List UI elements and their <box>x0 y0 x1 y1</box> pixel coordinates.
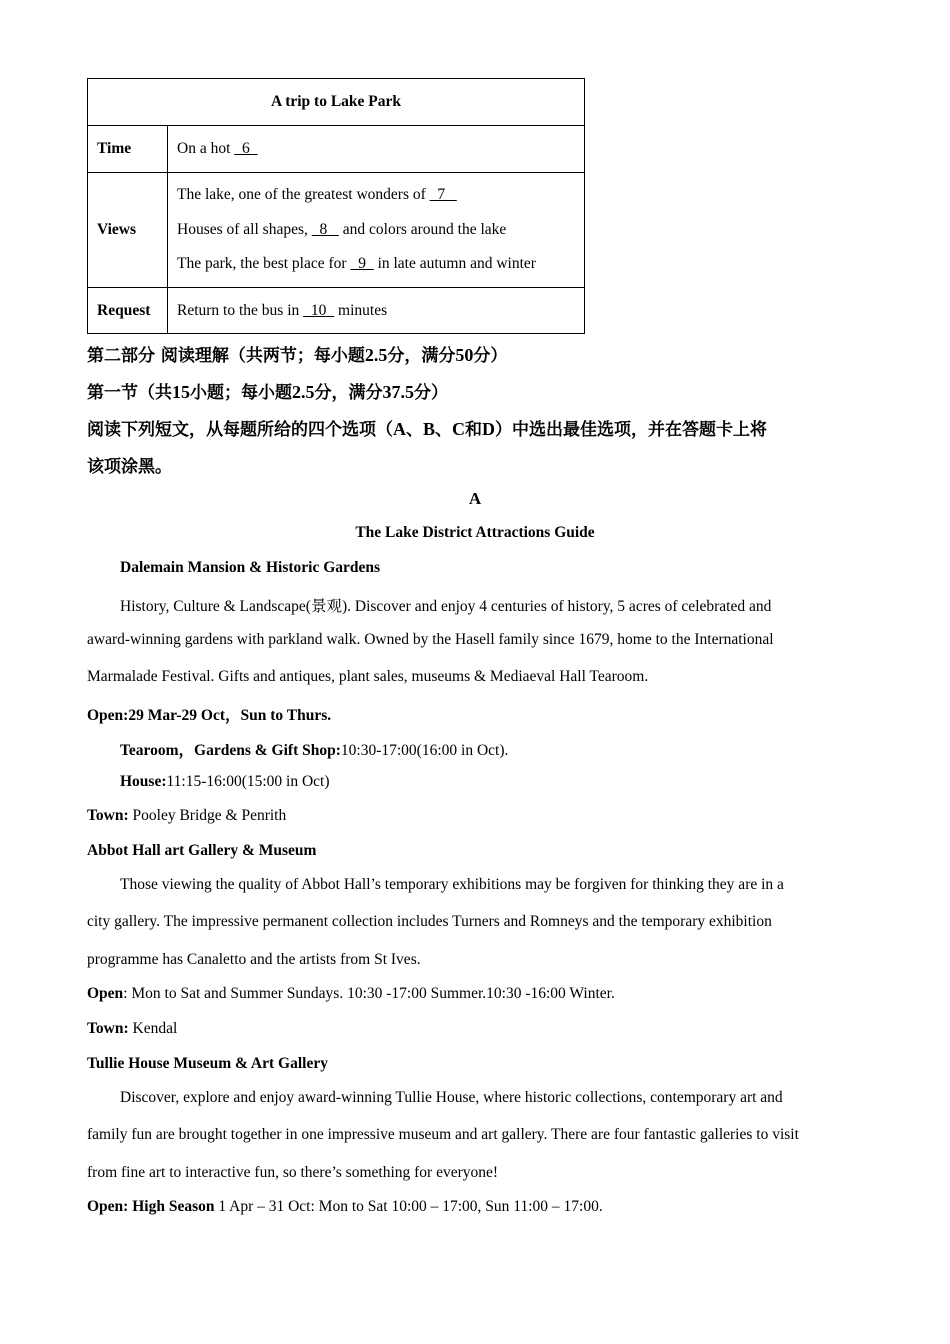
row-content <box>168 288 585 334</box>
line-text: minutes <box>334 301 388 319</box>
view-line <box>177 178 575 213</box>
paragraph-line: city gallery. The impressive permanent collection includes Turners and Romneys and the temporary exhibition <box>87 913 772 930</box>
paragraph-line: Discover, explore and enjoy award-winning Tullie House, where historic collections, contemporary art and <box>120 1089 783 1106</box>
opening-hours: House:11:15-16:00(15:00 in Oct) <box>120 773 330 790</box>
opening-info: Open: High Season 1 Apr – 31 Oct: Mon to Sat 10:00 – 17:00, Sun 11:00 – 17:00. <box>87 1198 603 1215</box>
line-text: On a hot <box>177 140 235 157</box>
line-text: Houses of all shapes, <box>177 220 312 238</box>
opening-info: Open:29 Mar-29 Oct，Sun to Thurs. <box>87 707 332 724</box>
line-text: Return to the bus in <box>177 301 304 319</box>
view-line <box>177 247 575 282</box>
part-heading: 第二部分 阅读理解（共两节；每小题2.5分，满分50分） <box>87 345 508 366</box>
attraction-name: Dalemain Mansion & Historic Gardens <box>120 559 381 576</box>
row-label: Request <box>88 288 168 334</box>
passage-letter: A <box>468 489 482 508</box>
row-content <box>168 173 585 288</box>
answer-blank: 8 <box>311 220 339 238</box>
line-text: The park, the best place for <box>177 255 351 273</box>
town-info: Town: Kendal <box>87 1020 178 1037</box>
attraction-name: Abbot Hall art Gallery & Museum <box>87 842 317 859</box>
table-title: A trip to Lake Park <box>88 79 585 126</box>
paragraph-line: family fun are brought together in one impressive museum and art gallery. There are four fantastic galleries to visit <box>87 1126 799 1143</box>
view-line <box>177 213 575 248</box>
directions-text: 阅读下列短文，从每题所给的四个选项（A、B、C和D）中选出最佳选项，并在答题卡上将 <box>87 419 768 440</box>
line-text: The lake, one of the greatest wonders of <box>177 186 430 204</box>
town-info: Town: Pooley Bridge & Penrith <box>87 807 287 824</box>
paragraph-line: programme has Canaletto and the artists from St Ives. <box>87 951 421 968</box>
answer-blank: 10 <box>303 301 335 319</box>
row-content <box>168 126 585 173</box>
line-text: and colors around the lake <box>338 220 507 238</box>
directions-text: 该项涂黑。 <box>87 457 172 477</box>
attraction-name: Tullie House Museum & Art Gallery <box>87 1055 328 1072</box>
paragraph-line: Marmalade Festival. Gifts and antiques, plant sales, museums & Mediaeval Hall Tearoom. <box>87 668 649 685</box>
table-row <box>88 288 585 334</box>
passage-title: The Lake District Attractions Guide <box>355 524 595 541</box>
paragraph-line: award-winning gardens with parkland walk. Owned by the Hasell family since 1679, home to the International <box>87 631 774 648</box>
opening-info: Open: Mon to Sat and Summer Sundays. 10:30 -17:00 Summer.10:30 -16:00 Winter. <box>87 985 615 1002</box>
table-row <box>88 126 585 173</box>
section-heading: 第一节（共15小题；每小题2.5分，满分37.5分） <box>87 382 448 403</box>
row-label: Time <box>88 126 168 173</box>
opening-hours: Tearoom，Gardens & Gift Shop:10:30-17:00(16:00 in Oct). <box>120 742 509 759</box>
line-text: in late autumn and winter <box>373 255 536 273</box>
row-label: Views <box>88 173 168 288</box>
answer-blank: 7 <box>429 186 457 204</box>
answer-blank: 6 <box>234 140 258 157</box>
answer-blank: 9 <box>350 255 374 273</box>
trip-info-table <box>87 78 585 334</box>
table-row <box>88 173 585 288</box>
paragraph-line: from fine art to interactive fun, so there’s something for everyone! <box>87 1164 499 1181</box>
paragraph-line: Those viewing the quality of Abbot Hall’s temporary exhibitions may be forgiven for thinking they are in a <box>120 876 784 893</box>
paragraph-line: History, Culture & Landscape(景观). Discover and enjoy 4 centuries of history, 5 acres of celebrated and <box>120 598 772 615</box>
